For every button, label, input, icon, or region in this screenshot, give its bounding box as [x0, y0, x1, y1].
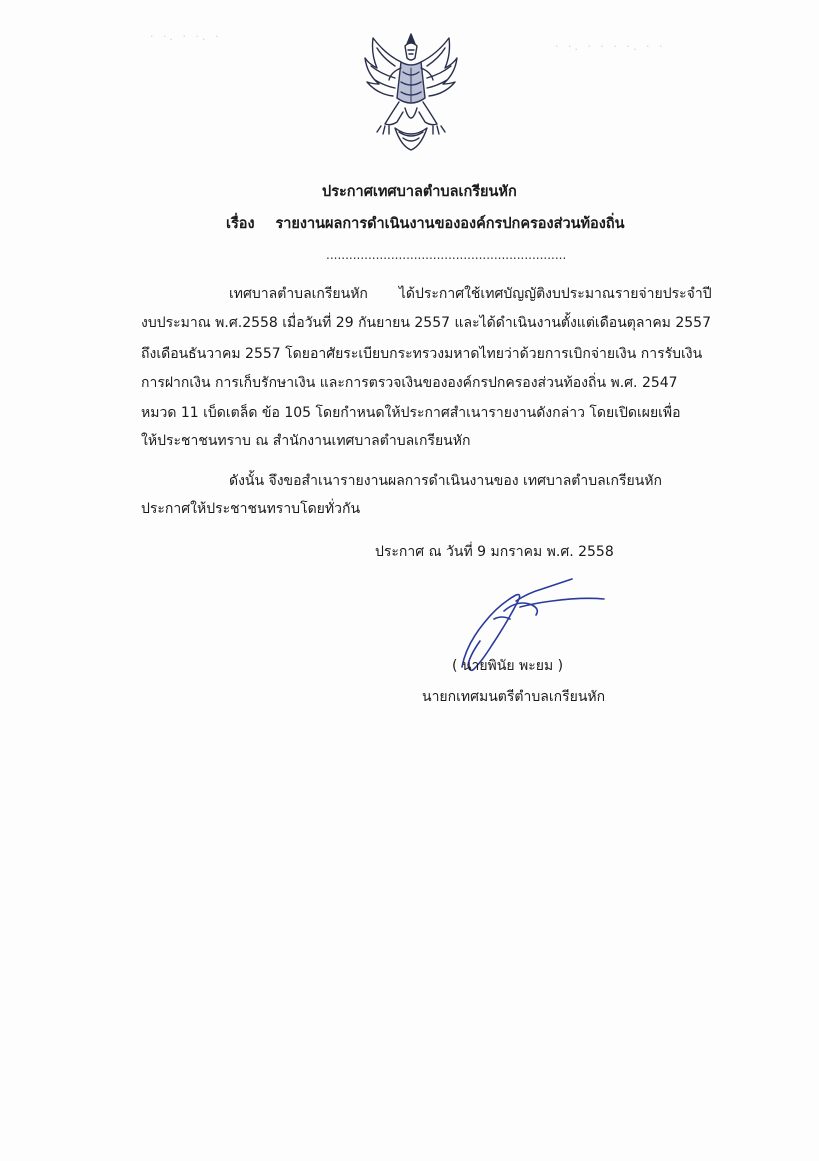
subject-text: รายงานผลการดำเนินงานขององค์กรปกครองส่วนท้องถิ่น [275, 216, 625, 232]
paragraph-1-line-6: ให้ประชาชนทราบ ณ สำนักงานเทศบาลตำบลเกรียนหัก [141, 433, 471, 449]
garuda-emblem-icon [355, 28, 467, 160]
municipality-name: เทศบาลตำบลเกรียนหัก [229, 286, 368, 302]
paragraph-2-line-2: ประกาศให้ประชาชนทราบโดยทั่วกัน [141, 501, 361, 517]
paragraph-1-text: ได้ประกาศใช้เทศบัญญัติงบประมาณรายจ่ายประจำปี [398, 286, 712, 302]
announcement-date: ประกาศ ณ วันที่ 9 มกราคม พ.ศ. 2558 [375, 544, 614, 560]
title-separator: ............................................................... [326, 248, 567, 262]
paragraph-1-line-3: ถึงเดือนธันวาคม 2557 โดยอาศัยระเบียบกระทรวงมหาดไทยว่าด้วยการเบิกจ่ายเงิน การรับเงิน [141, 346, 703, 362]
signer-title: นายกเทศมนตรีตำบลเกรียนหัก [422, 689, 606, 705]
scan-noise: · ·. · · · ·. · · [555, 40, 666, 53]
signer-name: ( นายพินัย พะยม ) [452, 658, 564, 674]
paragraph-1-line-4: การฝากเงิน การเก็บรักษาเงิน และการตรวจเงินขององค์กรปกครองส่วนท้องถิ่น พ.ศ. 2547 [141, 375, 678, 391]
subject-line [226, 215, 625, 233]
scan-noise: · ·. · ·. · [150, 30, 222, 43]
paragraph-1-line-2: งบประมาณ พ.ศ.2558 เมื่อวันที่ 29 กันยายน 2557 และได้ดำเนินงานตั้งแต่เดือนตุลาคม 2557 [141, 315, 711, 331]
paragraph-1-line-5: หมวด 11 เบ็ดเตล็ด ข้อ 105 โดยกำหนดให้ประกาศสำเนารายงานดังกล่าว โดยเปิดเผยเพื่อ [141, 405, 681, 421]
document-title: ประกาศเทศบาลตำบลเกรียนหัก [322, 184, 517, 200]
paragraph-2-line-1: ดังนั้น จึงขอสำเนารายงานผลการดำเนินงานของ เทศบาลตำบลเกรียนหัก [229, 473, 662, 489]
subject-label: เรื่อง [226, 216, 255, 232]
paragraph-1-line-1 [229, 285, 712, 303]
